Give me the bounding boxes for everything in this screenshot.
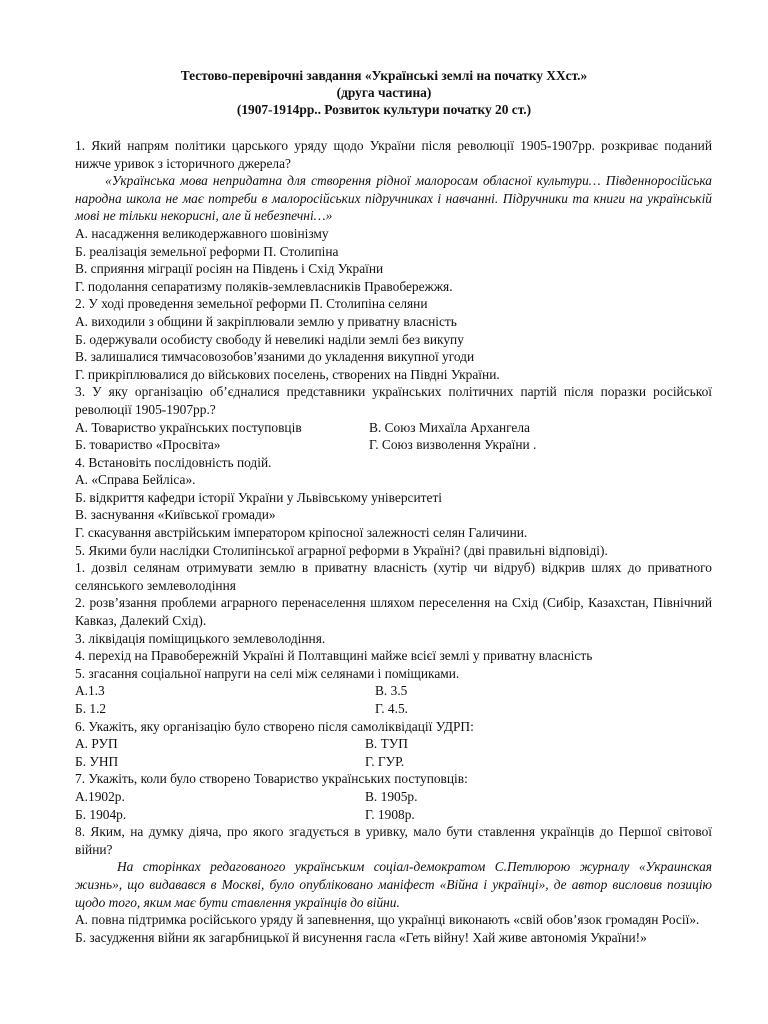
- question-4-option-a: А. «Справа Бейліса».: [75, 472, 196, 488]
- question-5-option-1: 1. дозвіл селянам отримувати землю в приватну власність (хутір чи відруб) відкрив шлях до приватного селянського землеволодіння: [75, 560, 712, 593]
- question-5-option-4: 4. перехід на Правобережній Україні й Полтавщині майже всієї землі у приватну власність: [75, 648, 593, 664]
- question-1: 1. Який напрям політики царського уряду щодо України після революції 1905-1907рр. розкриває поданий нижче уривок з історичного джерела?: [75, 138, 712, 171]
- document-title: [0, 67, 768, 118]
- question-7-option-v: В. 1905р.: [365, 788, 418, 804]
- question-1-option-a: А. насадження великодержавного шовінізму: [75, 225, 329, 241]
- question-5-option-5: 5. згасання соціальної напруги на селі між селянами і поміщиками.: [75, 665, 460, 681]
- question-5-option-3: 3. ліквідація поміщицького землеволодіння.: [75, 630, 326, 646]
- title-line-2: (друга частина): [336, 85, 432, 100]
- question-2-option-b: Б. одержували особисту свободу й невеликі наділи землі без викупу: [75, 331, 464, 347]
- question-6-options-row-1: [75, 735, 712, 753]
- question-2-option-a: А. виходили з общини й закріплювали землю у приватну власність: [75, 313, 457, 329]
- question-3-option-v: В. Союз Михаїла Архангела: [369, 419, 531, 435]
- question-5-answer-b: Б. 1.2: [75, 701, 107, 716]
- question-3-option-a: А. Товариство українських поступовців: [75, 419, 302, 435]
- question-5-option-2: 2. розв’язання проблеми аграрного перенаселення шляхом переселення на Схід (Сибір, Казахстан, Північний Кавказ, Далекий Схід).: [75, 595, 712, 629]
- question-5: 5. Якими були наслідки Столипінської аграрної реформи в Україні? (дві правильні відповіді).: [75, 542, 608, 558]
- question-1-option-g: Г. подолання сепаратизму поляків-землевласників Правобережжя.: [75, 278, 453, 294]
- question-4: 4. Встановіть послідовність подій.: [75, 454, 272, 470]
- question-6-option-a: А. РУП: [75, 736, 118, 752]
- question-3-options-row-1: [75, 419, 712, 437]
- question-6-option-v: В. ТУП: [365, 736, 408, 752]
- title-line-1: Тестово-перевірочні завдання «Українські землі на початку ХХст.»: [180, 68, 588, 83]
- question-6-option-b: Б. УНП: [75, 753, 119, 769]
- question-5-answer-v: В. 3.5: [375, 683, 408, 699]
- document-body: [75, 137, 712, 946]
- question-5-answers-row-2: [75, 700, 712, 718]
- question-3-option-g: Г. Союз визволення України .: [369, 437, 537, 453]
- question-6: 6. Укажіть, яку організацію було створено після самоліквідації УДРП:: [75, 718, 474, 734]
- question-7-option-g: Г. 1908р.: [365, 806, 415, 822]
- question-6-options-row-2: [75, 753, 712, 771]
- question-4-option-g: Г. скасування австрійським імператором кріпосної залежності селян Галичини.: [75, 525, 528, 541]
- question-5-answers-row-1: [75, 682, 712, 700]
- question-5-answer-a: А.1.3: [75, 683, 105, 699]
- question-4-option-b: Б. відкриття кафедри історії України у Львівському університеті: [75, 489, 443, 505]
- question-1-option-b: Б. реалізація земельної реформи П. Столипіна: [75, 243, 339, 259]
- question-1-option-v: В. сприяння міграції росіян на Південь і Схід України: [75, 261, 384, 277]
- question-2-option-v: В. залишалися тимчасовозобов’язаними до укладення викупної угоди: [75, 349, 475, 365]
- question-7-option-b: Б. 1904р.: [75, 806, 127, 822]
- question-4-option-v: В. заснування «Київської громади»: [75, 507, 276, 523]
- question-7-options-row-2: [75, 806, 712, 824]
- question-8-option-b: Б. засудження війни як загарбницької й висунення гасла «Геть війну! Хай живе автономія України!»: [75, 929, 647, 945]
- question-6-option-g: Г. ГУР.: [365, 753, 405, 769]
- question-1-quote: «Українська мова непридатна для створення рідної малоросам обласної культури… Південноросійська народна школа не має потреби в малоросійських підручниках і навчанні. Підручники та книги на українській мові не тільки некорисні, але й небезпечні…»: [75, 173, 712, 224]
- question-3: 3. У яку організацію об’єдналися представники українських політичних партій після поразки російської революції 1905-1907рр.?: [75, 384, 712, 417]
- question-7: 7. Укажіть, коли було створено Товариство українських поступовців:: [75, 771, 468, 787]
- question-8: 8. Яким, на думку діяча, про якого згадується в уривку, мало бути ставлення українців до Першої світової війни?: [75, 824, 712, 857]
- question-8-quote: На сторінках редагованого українським соціал-демократом С.Петлюрою журналу «Украинская жизнь», що видавався в Москві, було опубліковано маніфест «Війна і українці», де автор висловив позицію щодо того, яким має бути ставлення українців до війни.: [75, 859, 712, 910]
- question-2-option-g: Г. прикріплювалися до військових поселень, створених на Півдні України.: [75, 366, 500, 382]
- question-2: 2. У ході проведення земельної реформи П. Столипіна селяни: [75, 296, 428, 312]
- question-7-options-row-1: [75, 788, 712, 806]
- question-3-options-row-2: [75, 436, 712, 454]
- question-5-answer-g: Г. 4.5.: [375, 701, 409, 716]
- title-line-3: (1907-1914рр.. Розвиток культури початку 20 ст.): [236, 102, 532, 117]
- question-7-option-a: А.1902р.: [75, 788, 125, 804]
- question-3-option-b: Б. товариство «Просвіта»: [75, 437, 221, 453]
- question-8-option-a: А. повна підтримка російського уряду й запевнення, що українці виконають «свій обов’язок громадян Росії».: [75, 912, 700, 928]
